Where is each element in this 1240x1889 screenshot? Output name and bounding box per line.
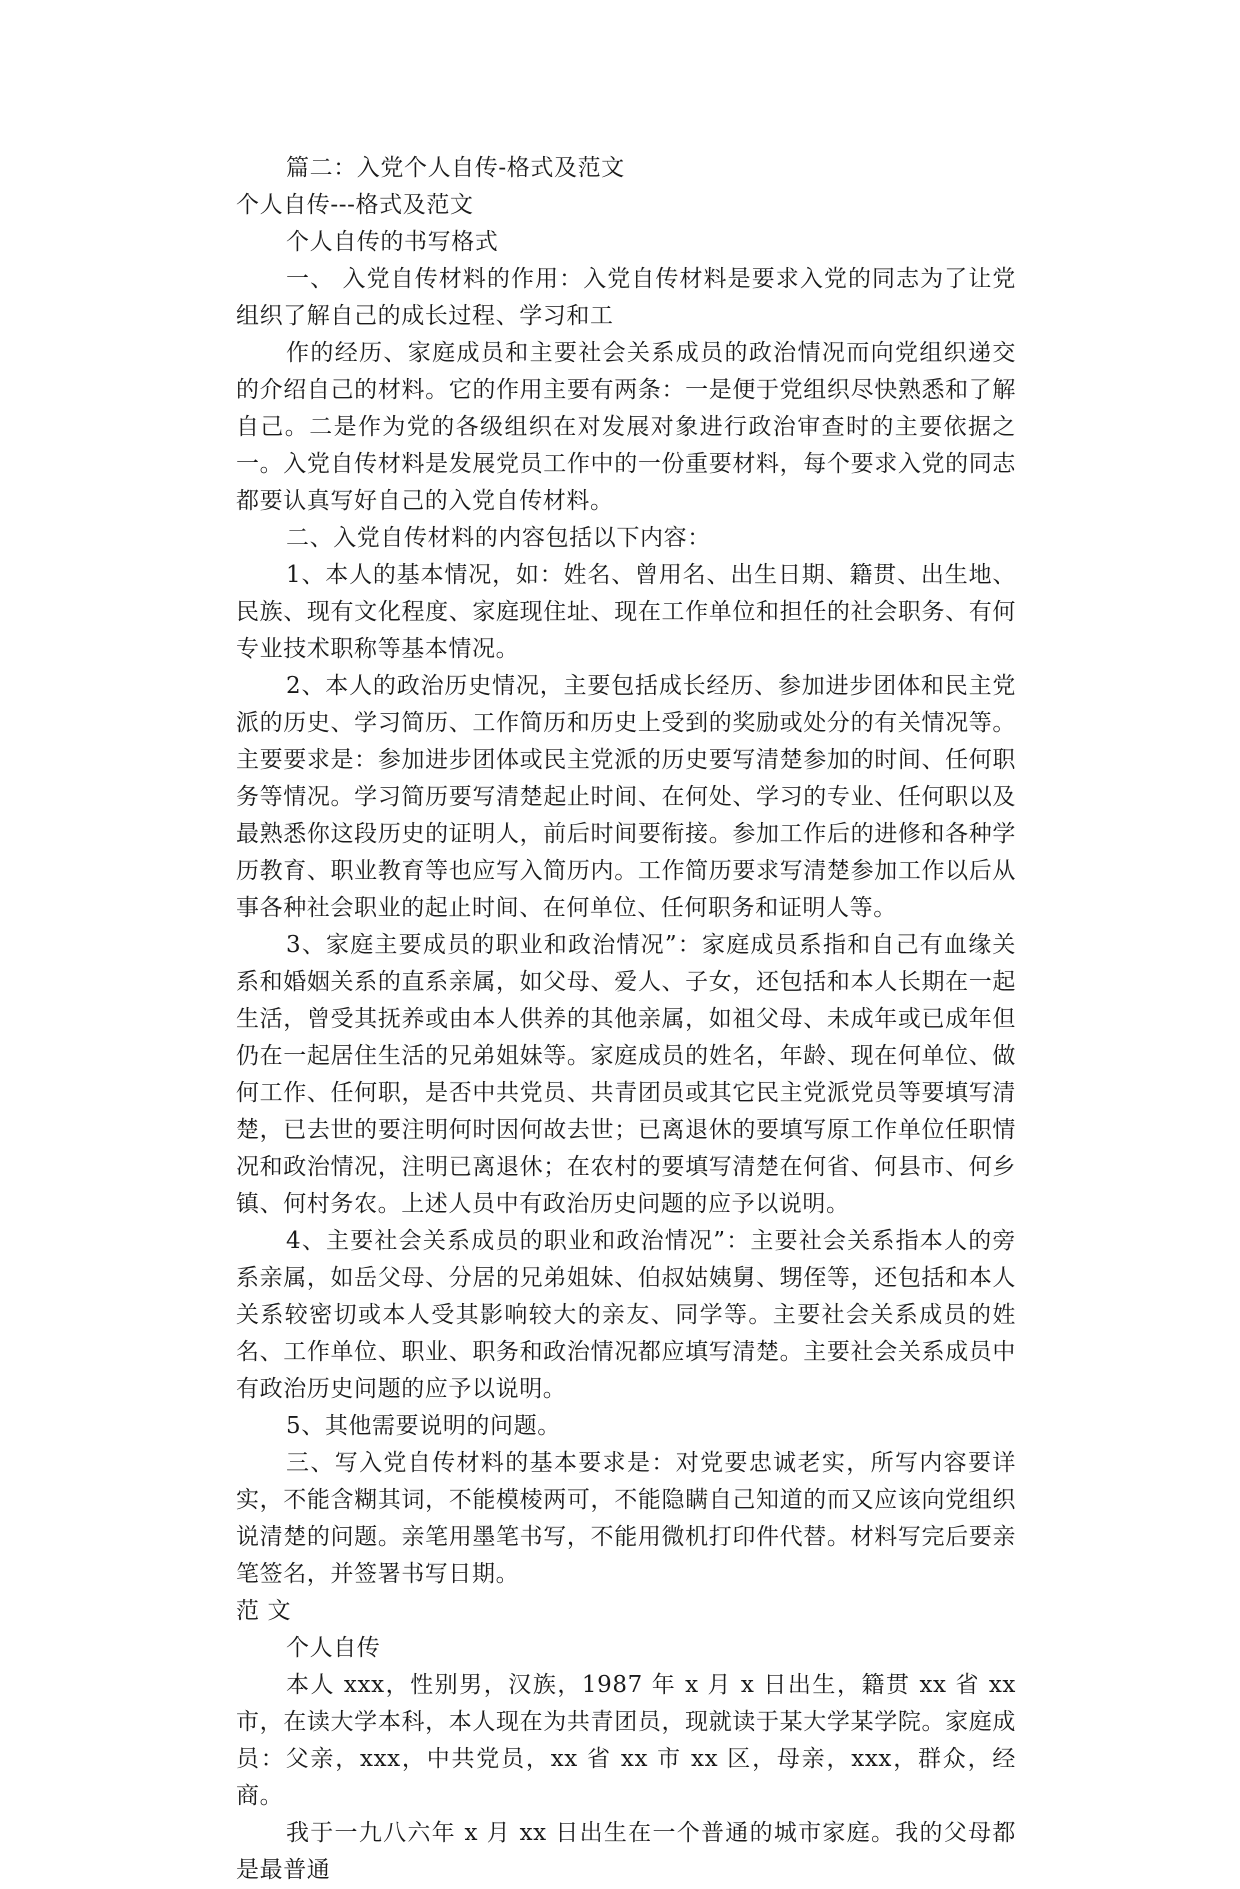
sample-paragraph-two: 我于一九八六年 x 月 xx 日出生在一个普通的城市家庭。我的父母都是最普通 — [236, 1820, 1016, 1883]
section-two-heading: 二、入党自传材料的内容包括以下内容： — [286, 525, 711, 551]
section-three-paragraph: 三、写入党自传材料的基本要求是：对党要忠诚老实，所写内容要详实，不能含糊其词，不能模棱两可，不能隐瞒自己知道的而又应该向党组织说清楚的问题。亲笔用墨笔书写，不能用微机打印件代替。材料写完后要亲笔签名，并签署书写日期。 — [236, 1450, 1016, 1587]
item-four-paragraph: 4、主要社会关系成员的职业和政治情况”：主要社会关系指本人的旁系亲属，如岳父母、分居的兄弟姐妹、伯叔姑姨舅、甥侄等，还包括和本人关系较密切或本人受其影响较大的亲友、同学等。主要社会关系成员的姓名、工作单位、职业、职务和政治情况都应填写清楚。主要社会关系成员中有政治历史问题的应予以说明。 — [236, 1228, 1016, 1402]
sample-label: 范 文 — [236, 1598, 292, 1624]
item-three-paragraph: 3、家庭主要成员的职业和政治情况”：家庭成员系指和自己有血缘关系和婚姻关系的直系亲属，如父母、爱人、子女，还包括和本人长期在一起生活，曾受其抚养或由本人供养的其他亲属，如祖父母、未成年或已成年但仍在一起居住生活的兄弟姐妹等。家庭成员的姓名，年龄、现在何单位、做何工作、任何职，是否中共党员、共青团员或其它民主党派党员等要填写清楚，已去世的要注明何时因何故去世；已离退休的要填写原工作单位任职情况和政治情况，注明已离退休；在农村的要填写清楚在何省、何县市、何乡镇、何村务农。上述人员中有政治历史问题的应予以说明。 — [236, 932, 1016, 1217]
sample-title: 个人自传 — [286, 1635, 381, 1661]
part-heading: 篇二：入党个人自传-格式及范文 — [286, 155, 625, 181]
sample-paragraph-one: 本人 xxx，性别男，汉族，1987 年 x 月 x 日出生，籍贯 xx 省 xx 市，在读大学本科，本人现在为共青团员，现就读于某大学某学院。家庭成员：父亲，xxx，中共党员，xx 省 xx 市 xx 区，母亲，xxx，群众，经商。 — [236, 1672, 1016, 1809]
document-body — [236, 150, 1016, 1889]
format-subtitle: 个人自传的书写格式 — [286, 229, 499, 255]
item-five-paragraph: 5、其他需要说明的问题。 — [286, 1413, 561, 1439]
document-title: 个人自传---格式及范文 — [236, 192, 474, 218]
item-two-paragraph: 2、本人的政治历史情况，主要包括成长经历、参加进步团体和民主党派的历史、学习简历、工作简历和历史上受到的奖励或处分的有关情况等。主要要求是：参加进步团体或民主党派的历史要写清楚参加的时间、任何职务等情况。学习简历要写清楚起止时间、在何处、学习的专业、任何职以及最熟悉你这段历史的证明人，前后时间要衔接。参加工作后的进修和各种学历教育、职业教育等也应写入简历内。工作简历要求写清楚参加工作以后从事各种社会职业的起止时间、在何单位、任何职务和证明人等。 — [236, 673, 1016, 921]
section-one-paragraph: 一、 入党自传材料的作用：入党自传材料是要求入党的同志为了让党组织了解自己的成长过程、学习和工 — [236, 266, 1016, 329]
section-one-continuation: 作的经历、家庭成员和主要社会关系成员的政治情况而向党组织递交的介绍自己的材料。它的作用主要有两条：一是便于党组织尽快熟悉和了解自己。二是作为党的各级组织在对发展对象进行政治审查时的主要依据之一。入党自传材料是发展党员工作中的一份重要材料，每个要求入党的同志都要认真写好自己的入党自传材料。 — [236, 340, 1016, 514]
item-one-paragraph: 1、本人的基本情况，如：姓名、曾用名、出生日期、籍贯、出生地、民族、现有文化程度、家庭现住址、现在工作单位和担任的社会职务、有何专业技术职称等基本情况。 — [236, 562, 1016, 662]
